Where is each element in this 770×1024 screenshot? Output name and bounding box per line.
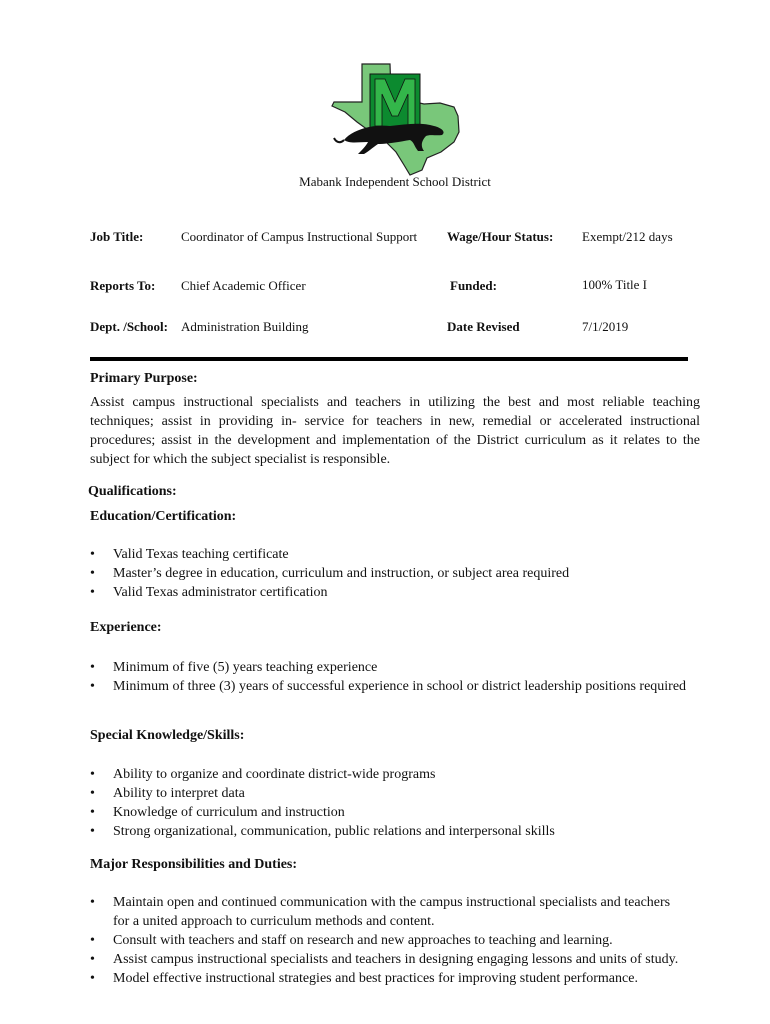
responsibilities-heading: Major Responsibilities and Duties:: [90, 857, 298, 872]
reports-to-label: Reports To:: [90, 278, 156, 293]
education-heading: Education/Certification:: [90, 509, 237, 524]
skills-heading: Special Knowledge/Skills:: [90, 728, 245, 743]
section-divider: [90, 357, 688, 361]
experience-heading: Experience:: [90, 620, 162, 635]
list-item: • Minimum of three (3) years of successful experience in school or district leadership positions required: [90, 677, 690, 696]
texas-state-panther-logo-icon: [328, 58, 468, 178]
experience-list: [90, 658, 690, 696]
list-item: • Knowledge of curriculum and instruction: [90, 803, 690, 822]
dept-school-value: Administration Building: [181, 319, 309, 334]
reports-to-value: Chief Academic Officer: [181, 278, 306, 293]
district-name: Mabank Independent School District: [299, 174, 491, 189]
funded-value: 100% Title I: [582, 277, 648, 292]
list-item: • Consult with teachers and staff on research and new approaches to teaching and learning.: [90, 931, 680, 950]
list-item: • Minimum of five (5) years teaching experience: [90, 658, 690, 677]
education-list: [90, 545, 690, 602]
list-item: • Valid Texas administrator certification: [90, 583, 690, 602]
date-revised-value: 7/1/2019: [582, 319, 629, 334]
list-item: • Maintain open and continued communication with the campus instructional specialists and teachers for a united approach to curriculum methods and content.: [90, 893, 680, 931]
wage-status-label: Wage/Hour Status:: [447, 229, 554, 244]
list-item: • Strong organizational, communication, public relations and interpersonal skills: [90, 822, 690, 841]
date-revised-label: Date Revised: [447, 319, 520, 334]
wage-status-value: Exempt/212 days: [582, 229, 673, 244]
list-item: • Ability to interpret data: [90, 784, 690, 803]
list-item: • Master’s degree in education, curriculum and instruction, or subject area required: [90, 564, 690, 583]
list-item: • Model effective instructional strategies and best practices for improving student performance.: [90, 969, 680, 988]
funded-label: Funded:: [450, 278, 497, 293]
job-title-value: Coordinator of Campus Instructional Support: [181, 229, 418, 244]
responsibilities-list: [90, 893, 680, 988]
job-title-label: Job Title:: [90, 229, 144, 244]
list-item: • Assist campus instructional specialists and teachers in designing engaging lessons and units of study.: [90, 950, 680, 969]
list-item: • Ability to organize and coordinate district-wide programs: [90, 765, 690, 784]
qualifications-heading: Qualifications:: [88, 484, 177, 499]
dept-school-label: Dept. /School:: [90, 319, 168, 334]
primary-purpose-text: Assist campus instructional specialists and teachers in utilizing the best and most reliable teaching techniques; assist in providing in- service for teachers in new, remedial or accelerated instructional procedures; assist in the development and implementation of the District curriculum as it relates to the subject for which the subject specialist is responsible.: [90, 395, 700, 467]
skills-list: [90, 765, 690, 841]
primary-purpose-heading: Primary Purpose:: [90, 371, 198, 386]
list-item: • Valid Texas teaching certificate: [90, 545, 690, 564]
